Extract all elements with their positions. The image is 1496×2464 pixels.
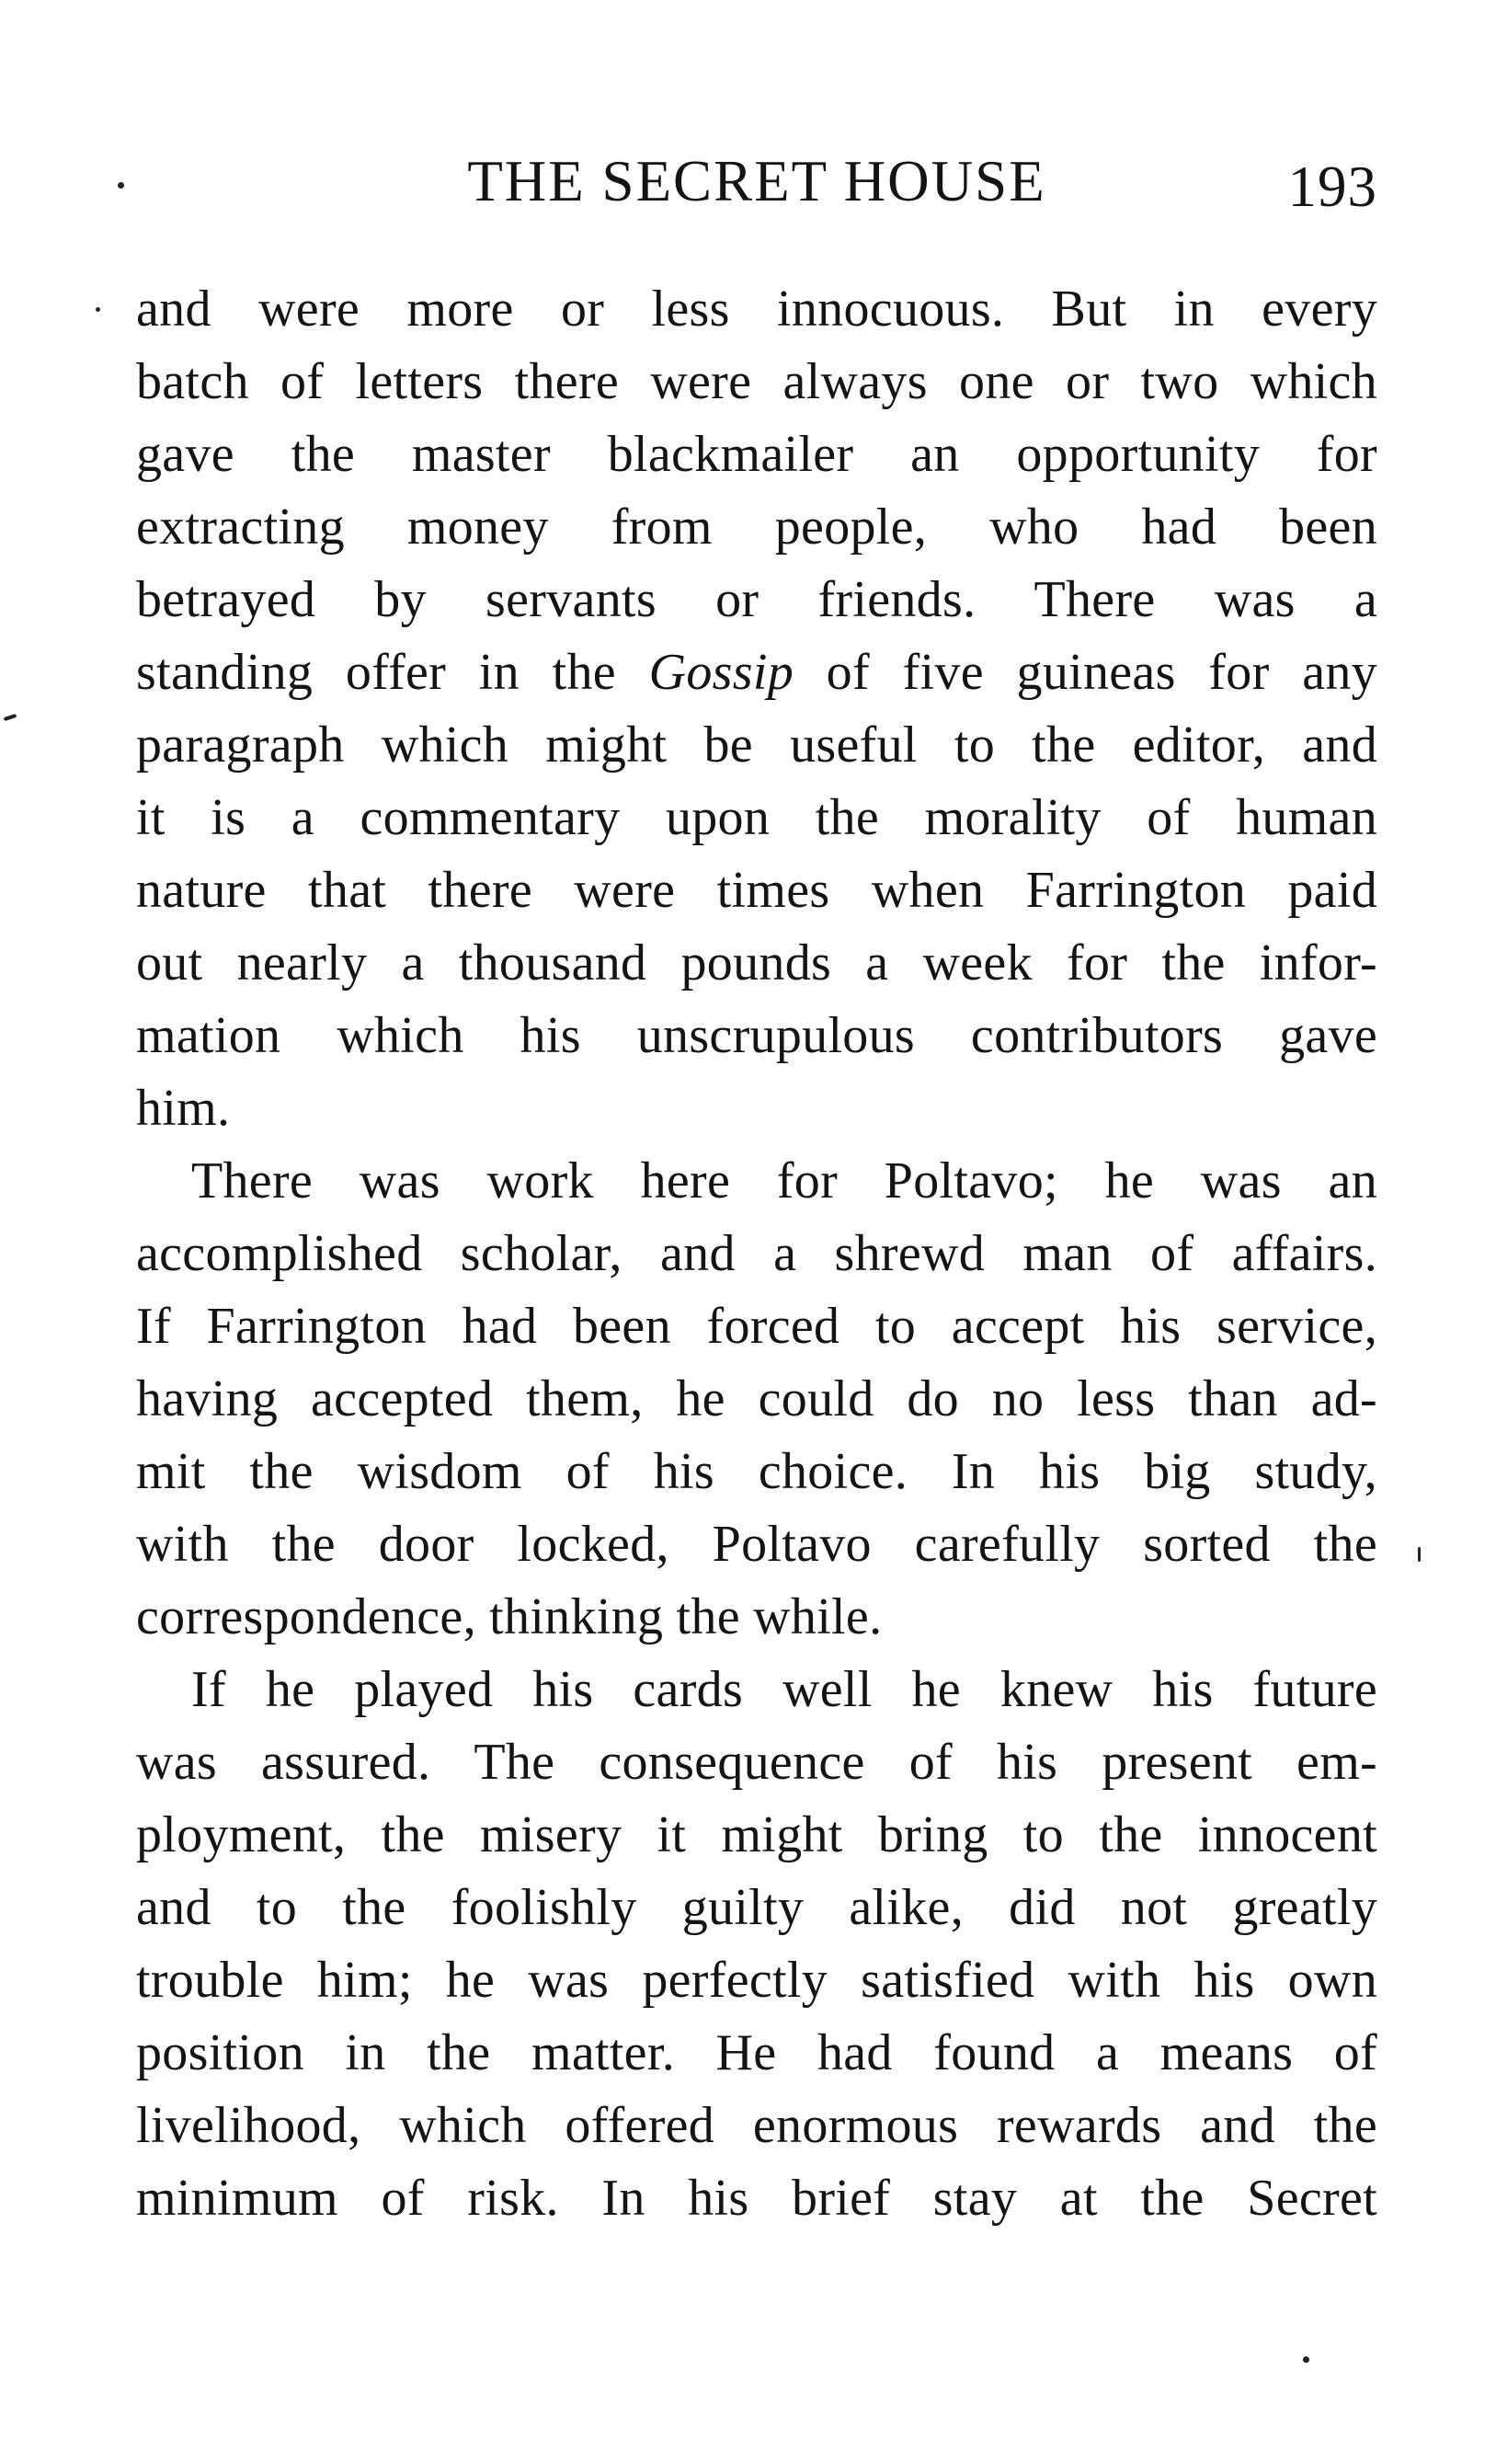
- text-line: ployment, the misery it might bring to the innocent: [136, 1806, 1377, 1863]
- text-line: mation which his unscrupulous contributors gave: [136, 1007, 1377, 1064]
- scan-mark: [1418, 1547, 1421, 1562]
- scan-speck: [1303, 2356, 1309, 2363]
- text-line: paragraph which might be useful to the editor, and: [136, 716, 1377, 774]
- text-line: having accepted them, he could do no less than ad-: [136, 1370, 1377, 1427]
- text-line: it is a commentary upon the morality of human: [136, 789, 1377, 846]
- scan-speck: [118, 182, 124, 189]
- text-line: position in the matter. He had found a means of: [136, 2024, 1377, 2081]
- text-line: If he played his cards well he knew his future: [191, 1661, 1377, 1718]
- text-line: livelihood, which offered enormous rewards and the: [136, 2097, 1377, 2154]
- text-segment: standing offer in the: [136, 644, 616, 701]
- text-line: minimum of risk. In his brief stay at the Secret: [136, 2170, 1377, 2227]
- text-line: gave the master blackmailer an opportunity for: [136, 426, 1377, 483]
- text-line: There was work here for Poltavo; he was an: [191, 1152, 1377, 1209]
- page-number: 193: [1287, 155, 1377, 219]
- text-line: betrayed by servants or friends. There was a: [136, 571, 1377, 628]
- text-line: [136, 636, 1377, 709]
- body-text: [136, 273, 1377, 2235]
- text-line: correspondence, thinking the while.: [136, 1588, 883, 1645]
- text-line: out nearly a thousand pounds a week for the infor-: [136, 934, 1377, 991]
- text-line: trouble him; he was perfectly satisfied with his own: [136, 1952, 1377, 2009]
- text-line: batch of letters there were always one or two which: [136, 353, 1377, 410]
- text-line: mit the wisdom of his choice. In his big study,: [136, 1443, 1377, 1500]
- text-line: and to the foolishly guilty alike, did not greatly: [136, 1879, 1377, 1936]
- text-segment: of five guineas for any: [826, 644, 1377, 701]
- text-line: nature that there were times when Farrington paid: [136, 862, 1377, 919]
- scan-speck: [96, 307, 100, 312]
- text-line: with the door locked, Poltavo carefully sorted the: [136, 1516, 1377, 1573]
- running-head: [136, 145, 1377, 219]
- text-line: him.: [136, 1080, 231, 1137]
- periodical-title: Gossip: [648, 644, 794, 701]
- running-title: THE SECRET HOUSE: [467, 149, 1046, 213]
- text-line: If Farrington had been forced to accept his service,: [136, 1298, 1377, 1355]
- text-line: extracting money from people, who had been: [136, 499, 1377, 556]
- text-line: accomplished scholar, and a shrewd man of affairs.: [136, 1225, 1377, 1282]
- text-line: and were more or less innocuous. But in every: [136, 281, 1377, 338]
- text-line: was assured. The consequence of his present em-: [136, 1734, 1377, 1791]
- scan-mark: [4, 714, 17, 721]
